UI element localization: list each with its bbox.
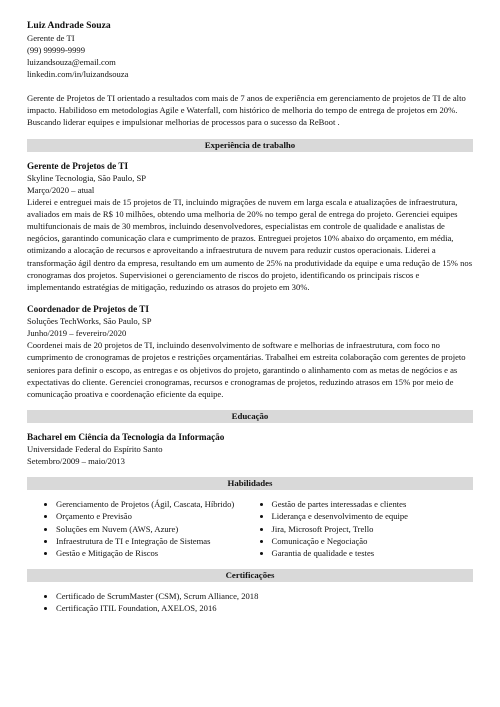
section-heading-certifications: Certificações — [27, 569, 473, 582]
job-title: Coordenador de Projetos de TI — [27, 304, 149, 315]
section-heading-education: Educação — [27, 410, 473, 423]
skills-column-right — [258, 498, 474, 559]
email-address[interactable]: luizandsouza@email.com — [27, 57, 116, 67]
job-dates: Junho/2019 – fevereiro/2020 — [27, 328, 127, 339]
skills-list — [27, 498, 473, 559]
candidate-title: Gerente de TI — [27, 33, 75, 43]
skill-item: • Orçamento e Previsão — [56, 510, 258, 522]
skill-item: • Gerenciamento de Projetos (Ágil, Cascata, Híbrido) — [56, 498, 258, 510]
phone-number: (99) 99999-9999 — [27, 45, 85, 55]
job-title: Gerente de Projetos de TI — [27, 160, 129, 171]
skill-item: • Infraestrutura de TI e Integração de Sistemas — [56, 535, 258, 547]
certification-item: • Certificação ITIL Foundation, AXELOS, 2016 — [56, 602, 473, 614]
section-heading-experience: Experiência de trabalho — [27, 139, 473, 152]
education-entry — [27, 431, 473, 467]
section-heading-skills: Habilidades — [27, 477, 473, 490]
job-company: Skyline Tecnologia, São Paulo, SP — [27, 172, 147, 183]
skill-item: • Soluções em Nuvem (AWS, Azure) — [56, 523, 258, 535]
skills-column-left — [27, 498, 258, 559]
skill-item: • Liderança e desenvolvimento de equipe — [272, 510, 474, 522]
job-entry — [27, 160, 473, 294]
skill-item: • Jira, Microsoft Project, Trello — [272, 523, 474, 535]
job-description: Coordenei mais de 20 projetos de TI, incluindo desenvolvimento de software e melhorias de infraestrutura, com foco no cumprimento de cronogramas de projetos e restrições orçamentárias. Trabalhei em estreita colaboração com gerentes de projeto seniores para definir o escopo, as entregas e os objetivos do projeto, garantindo o alinhamento com as metas de negócios e as expectativas do cliente. Gerenciei cronogramas, recursos e cronogramas de projetos, reduzindo atrasos em 15% por meio de comunicação proativa e coordenação eficiente da equipe. — [27, 340, 466, 400]
professional-summary: Gerente de Projetos de TI orientado a resultados com mais de 7 anos de experiência em gerenciamento de projetos de TI de alto impacto. Habilidoso em metodologias Agile e Waterfall, com histórico de melhoria do tempo de entrega de projetos em 20%. Buscando liderar equipes e impulsionar melhorias de processos para o sucesso da ReBoot . — [27, 93, 466, 128]
certification-item: • Certificado de ScrumMaster (CSM), Scrum Alliance, 2018 — [56, 590, 473, 602]
skill-item: • Comunicação e Negociação — [272, 535, 474, 547]
education-degree: Bacharel em Ciência da Tecnologia da Informação — [27, 432, 225, 443]
education-dates: Setembro/2009 – maio/2013 — [27, 456, 125, 467]
job-entry — [27, 303, 473, 400]
skill-item: • Gestão e Mitigação de Riscos — [56, 547, 258, 559]
linkedin-link[interactable]: linkedin.com/in/luizandsouza — [27, 69, 129, 79]
job-dates: Março/2020 – atual — [27, 184, 95, 195]
education-school: Universidade Federal do Espírito Santo — [27, 444, 163, 455]
certifications-list — [27, 590, 473, 614]
skill-item: • Garantia de qualidade e testes — [272, 547, 474, 559]
job-company: Soluções TechWorks, São Paulo, SP — [27, 316, 152, 327]
skill-item: • Gestão de partes interessadas e clientes — [272, 498, 474, 510]
candidate-name: Luiz Andrade Souza — [27, 20, 111, 31]
job-description: Liderei e entreguei mais de 15 projetos de TI, incluindo migrações de nuvem em larga escala e atualizações de infraestrutura, avaliados em mais de R$ 10 milhões, obtendo uma melhoria de 20% no tempo geral de entrega do projeto. Gerenciei equipes multifuncionais de mais de 30 membros, incluindo desenvolvedores, especialistas em controle de qualidade e analistas de negócios, garantindo comunicação clara e cumprimento de prazos. Entreguei projetos 10% abaixo do orçamento, em média, otimizando a alocação de recursos e aproveitando a infraestrutura de nuvem para reduzir custos operacionais. Liderei a transformação ágil dentro da empresa, resultando em um aumento de 25% na produtividade da equipe e uma redução de 15% nos cronogramas dos projetos. Supervisionei o gerenciamento de riscos do projeto, identificando os principais riscos e implementando estratégias de mitigação, reduzindo os atrasos do projeto em 30%. — [27, 196, 473, 293]
contact-header — [27, 20, 473, 80]
